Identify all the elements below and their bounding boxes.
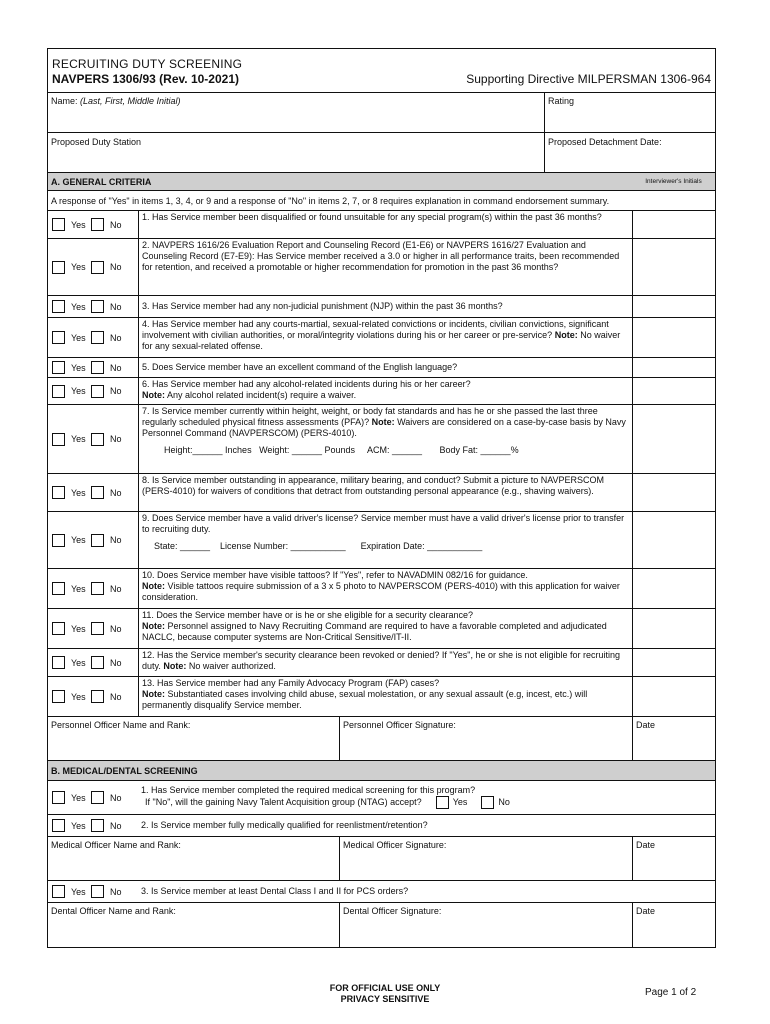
question-row-a5 — [48, 358, 715, 378]
yes-no-group — [48, 296, 138, 317]
personnel-officer-row — [48, 717, 715, 761]
medical-officer-row — [48, 837, 715, 881]
yes-label: Yes — [452, 797, 468, 807]
yes-checkbox[interactable] — [52, 534, 65, 547]
question-row-a10 — [48, 569, 715, 609]
yes-label: Yes — [71, 583, 86, 594]
ntag-no-checkbox[interactable] — [481, 796, 494, 809]
measurement-fields[interactable]: Height:______ Inches Weight: ______ Pounds ACM: ______ Body Fat: ______% — [164, 445, 519, 455]
question-row-a13 — [48, 677, 715, 717]
question-row-b1 — [48, 781, 715, 815]
yes-checkbox[interactable] — [52, 819, 65, 832]
question-text: 3. Has Service member had any non-judicial punishment (NJP) within the past 36 months? — [138, 296, 632, 317]
no-label: No — [110, 820, 122, 831]
yes-checkbox[interactable] — [52, 385, 65, 398]
detachment-date-label: Proposed Detachment Date: — [548, 137, 662, 147]
yes-label: Yes — [71, 623, 86, 634]
initials-field[interactable] — [632, 405, 715, 473]
section-a-header — [48, 173, 715, 191]
no-checkbox[interactable] — [91, 361, 104, 374]
license-fields[interactable]: State: ______ License Number: ___________ Expiration Date: ___________ — [154, 541, 483, 551]
no-checkbox[interactable] — [91, 385, 104, 398]
detachment-date-field[interactable] — [544, 133, 715, 172]
yes-checkbox[interactable] — [52, 218, 65, 231]
no-label: No — [110, 535, 122, 545]
initials-field[interactable] — [632, 296, 715, 317]
question-body: 11. Does the Service member have or is he or she eligible for a security clearance? — [142, 610, 473, 620]
no-checkbox[interactable] — [91, 433, 104, 446]
no-label: No — [110, 386, 122, 396]
no-label: No — [110, 657, 122, 668]
dental-officer-row — [48, 903, 715, 947]
form-title: RECRUITING DUTY SCREENING — [52, 57, 243, 71]
yes-label: Yes — [71, 886, 86, 897]
no-checkbox[interactable] — [91, 622, 104, 635]
question-text — [138, 677, 632, 716]
question-row-a12 — [48, 649, 715, 677]
question-body: 6. Has Service member had any alcohol-related incidents during his or her career? — [142, 379, 471, 389]
interviewer-initials-header: Interviewer's Initials — [645, 178, 702, 185]
no-checkbox[interactable] — [91, 300, 104, 313]
medical-date-field[interactable] — [632, 837, 715, 880]
no-label: No — [110, 362, 122, 373]
yes-no-group — [48, 569, 138, 608]
section-a-title: A. GENERAL CRITERIA — [51, 176, 152, 187]
no-label: No — [110, 623, 122, 634]
initials-field[interactable] — [632, 211, 715, 238]
no-label: No — [110, 583, 122, 594]
rating-label: Rating — [548, 96, 575, 106]
name-hint: (Last, First, Middle Initial) — [80, 96, 181, 106]
dental-officer-signature-field[interactable] — [339, 903, 632, 947]
personnel-officer-signature-field[interactable] — [339, 717, 632, 760]
no-label: No — [110, 792, 122, 803]
recruiting-duty-screening-form — [47, 48, 716, 948]
question-text: 8. Is Service member outstanding in appearance, military bearing, and conduct? Submit a picture to NAVPERSCOM (PERS-4010) for waivers of conditions that detract from outstanding personal appearance (e.g., shaving waivers). — [138, 474, 632, 511]
question-text: 2. Is Service member fully medically qualified for reenlistment/retention? — [141, 820, 428, 830]
question-row-a3 — [48, 296, 715, 318]
note-label: Note: — [142, 390, 165, 400]
question-text — [138, 318, 632, 357]
initials-field[interactable] — [632, 609, 715, 648]
yes-label: Yes — [71, 386, 86, 396]
question-row-a6 — [48, 378, 715, 405]
yes-label: Yes — [71, 219, 86, 230]
question-text — [138, 378, 632, 404]
official-use-label: FOR OFFICIAL USE ONLY — [329, 983, 441, 993]
dental-officer-name-field[interactable] — [48, 903, 339, 947]
note-label: Note: — [142, 689, 165, 699]
yes-label: Yes — [71, 535, 86, 545]
yes-checkbox[interactable] — [52, 582, 65, 595]
yes-label: Yes — [71, 820, 86, 831]
question-subtext: If "No", will the gaining Navy Talent Acquisition group (NTAG) accept? — [145, 797, 422, 807]
section-a-instruction: A response of "Yes" in items 1, 3, 4, or 9 and a response of "No" in items 2, 7, or 8 requires explanation in command endorsement summary. — [48, 191, 715, 211]
no-checkbox[interactable] — [91, 656, 104, 669]
medical-officer-signature-field[interactable] — [339, 837, 632, 880]
yes-no-group — [48, 781, 138, 814]
yes-checkbox[interactable] — [52, 261, 65, 274]
yes-label: Yes — [71, 332, 86, 343]
yes-label: Yes — [71, 792, 86, 803]
personnel-officer-signature-label: Personnel Officer Signature: — [343, 720, 456, 730]
yes-no-group — [48, 211, 138, 238]
no-checkbox[interactable] — [91, 486, 104, 499]
yes-no-group — [48, 239, 138, 295]
question-row-a11 — [48, 609, 715, 649]
yes-label: Yes — [71, 434, 86, 444]
duty-station-field[interactable] — [48, 133, 544, 172]
initials-field[interactable] — [632, 239, 715, 295]
rating-field[interactable] — [544, 93, 715, 132]
note-label: Note: — [142, 621, 165, 631]
yes-checkbox[interactable] — [52, 885, 65, 898]
note-text: Any alcohol related incident(s) require a waiver. — [167, 390, 357, 400]
date-label: Date — [636, 840, 656, 850]
yes-label: Yes — [71, 487, 86, 498]
question-row-a4 — [48, 318, 715, 358]
yes-label: Yes — [71, 262, 86, 272]
yes-checkbox[interactable] — [52, 690, 65, 703]
note-text: No waiver for any sexual-related offense. — [142, 330, 621, 351]
privacy-sensitive-label: PRIVACY SENSITIVE — [340, 994, 430, 1004]
note-text: Waivers are considered on a case-by-case basis by Navy Personnel Command (NAVPERSCOM) (PERS-4010). — [142, 417, 626, 438]
question-body: 1. Has Service member completed the required medical screening for this program? — [141, 785, 476, 795]
no-checkbox[interactable] — [91, 331, 104, 344]
initials-field[interactable] — [632, 569, 715, 608]
no-label: No — [110, 691, 122, 702]
yes-no-group — [48, 609, 138, 648]
question-row-a7 — [48, 405, 715, 474]
date-label: Date — [636, 906, 656, 916]
yes-checkbox[interactable] — [52, 622, 65, 635]
yes-label: Yes — [71, 301, 86, 312]
yes-checkbox[interactable] — [52, 361, 65, 374]
question-text: 5. Does Service member have an excellent command of the English language? — [138, 358, 632, 377]
yes-checkbox[interactable] — [52, 331, 65, 344]
section-b-header — [48, 761, 715, 781]
initials-field[interactable] — [632, 677, 715, 716]
no-label: No — [110, 434, 122, 444]
question-row-b3 — [48, 881, 715, 903]
note-text: Substantiated cases involving child abuse, sexual molestation, or any sexual assault (e.g, incest, etc.) will permanently disqualify Service member. — [142, 689, 588, 710]
personnel-officer-name-field[interactable] — [48, 717, 339, 760]
question-body: 9. Does Service member have a valid driver's license? Service member must have a valid driver's license prior to transfer to recruiting duty. — [142, 513, 625, 534]
note-label: Note: — [163, 661, 187, 671]
ntag-accept-group — [141, 796, 510, 809]
no-checkbox[interactable] — [91, 885, 104, 898]
name-field[interactable] — [48, 93, 544, 132]
dental-officer-signature-label: Dental Officer Signature: — [343, 906, 442, 916]
initials-field[interactable] — [632, 649, 715, 676]
ntag-yes-checkbox[interactable] — [436, 796, 449, 809]
initials-field[interactable] — [632, 512, 715, 568]
no-checkbox[interactable] — [91, 261, 104, 274]
yes-no-group — [48, 649, 138, 676]
question-text — [138, 405, 632, 473]
no-checkbox[interactable] — [91, 791, 104, 804]
yes-no-group — [48, 881, 138, 902]
no-checkbox[interactable] — [91, 582, 104, 595]
question-row-b2 — [48, 815, 715, 837]
question-text: 1. Has Service member been disqualified or found unsuitable for any special program(s) within the past 36 months? — [138, 211, 632, 238]
question-body: 4. Has Service member had any courts-martial, sexual-related convictions or incidents, civilian convictions, significant involvement with civilian authorities, or moral/integrity violations during his or her career or pre-service? — [142, 319, 609, 340]
personnel-date-field[interactable] — [632, 717, 715, 760]
question-text — [138, 569, 632, 608]
question-body: 12. Has the Service member's security clearance been revoked or denied? If "Yes", he or she is not eligible for recruiting duty. — [142, 650, 621, 671]
no-label: No — [110, 487, 122, 498]
note-label: Note: — [371, 417, 395, 427]
question-text — [138, 781, 715, 814]
question-row-a1 — [48, 211, 715, 239]
medical-officer-name-field[interactable] — [48, 837, 339, 880]
question-body: 7. Is Service member currently within height, weight, or body fat standards and has he or she passed the last three regularly scheduled physical fitness assessments (PFA)? — [142, 406, 598, 427]
dental-officer-name-label: Dental Officer Name and Rank: — [51, 906, 176, 916]
yes-label: Yes — [71, 657, 86, 668]
yes-no-group — [48, 512, 138, 568]
question-text: 3. Is Service member at least Dental Class I and II for PCS orders? — [141, 886, 409, 896]
question-text: 2. NAVPERS 1616/26 Evaluation Report and Counseling Record (E1-E6) or NAVPERS 1616/27 Evaluation and Counseling Record (E7-E9): Has Service member received a 3.0 or higher in all performance traits, been recommended for retention, and received a promotable or higher recommendation for promotion in the past 36 months? — [138, 239, 632, 295]
medical-officer-signature-label: Medical Officer Signature: — [343, 840, 447, 850]
form-header — [48, 49, 715, 93]
yes-no-group — [48, 318, 138, 357]
initials-field[interactable] — [632, 474, 715, 511]
duty-station-row — [48, 133, 715, 173]
name-label: Name: — [51, 96, 78, 106]
note-text: Personnel assigned to Navy Recruiting Command are required to have a favorable completed and adjudicated NACLC, because computer systems are Non-Critical Sensitive/IT-II. — [142, 621, 607, 642]
section-b-title: B. MEDICAL/DENTAL SCREENING — [51, 765, 198, 776]
no-checkbox[interactable] — [91, 819, 104, 832]
yes-checkbox[interactable] — [52, 433, 65, 446]
yes-checkbox[interactable] — [52, 656, 65, 669]
yes-checkbox[interactable] — [52, 300, 65, 313]
yes-checkbox[interactable] — [52, 791, 65, 804]
yes-no-group — [48, 405, 138, 473]
yes-no-group — [48, 358, 138, 377]
yes-no-group — [48, 378, 138, 404]
no-label: No — [110, 301, 122, 312]
no-checkbox[interactable] — [91, 690, 104, 703]
no-label: No — [110, 262, 122, 272]
form-number: NAVPERS 1306/93 (Rev. 10-2021) — [52, 72, 239, 86]
question-text — [138, 649, 632, 676]
yes-no-group — [48, 677, 138, 716]
question-row-a2 — [48, 239, 715, 296]
note-text: Visible tattoos require submission of a 3 x 5 photo to NAVPERSCOM (PERS-4010) with this application for waiver consideration. — [142, 581, 620, 602]
no-checkbox[interactable] — [91, 534, 104, 547]
note-label: Note: — [142, 581, 165, 591]
question-row-a8 — [48, 474, 715, 512]
question-row-a9 — [48, 512, 715, 569]
initials-field[interactable] — [632, 378, 715, 404]
name-rating-row — [48, 93, 715, 133]
date-label: Date — [636, 720, 656, 730]
yes-label: Yes — [71, 362, 86, 373]
no-label: No — [110, 886, 122, 897]
medical-officer-name-label: Medical Officer Name and Rank: — [51, 840, 181, 850]
initials-field[interactable] — [632, 318, 715, 357]
supporting-directive: Supporting Directive MILPERSMAN 1306-964 — [466, 72, 711, 86]
yes-no-group — [48, 815, 138, 836]
question-text — [138, 512, 632, 568]
yes-checkbox[interactable] — [52, 486, 65, 499]
page-number: Page 1 of 2 — [645, 987, 697, 998]
question-body: 13. Has Service member had any Family Advocacy Program (FAP) cases? — [142, 678, 440, 688]
personnel-officer-name-label: Personnel Officer Name and Rank: — [51, 720, 191, 730]
no-label: No — [498, 797, 510, 807]
no-label: No — [110, 332, 122, 343]
note-label: Note: — [554, 330, 578, 340]
initials-field[interactable] — [632, 358, 715, 377]
no-checkbox[interactable] — [91, 218, 104, 231]
note-text: No waiver authorized. — [188, 661, 276, 671]
no-label: No — [110, 219, 122, 230]
yes-no-group — [48, 474, 138, 511]
duty-station-label: Proposed Duty Station — [51, 137, 142, 147]
question-body: 10. Does Service member have visible tattoos? If "Yes", refer to NAVADMIN 082/16 for guidance. — [142, 570, 528, 580]
yes-label: Yes — [71, 691, 86, 702]
question-text — [138, 609, 632, 648]
dental-date-field[interactable] — [632, 903, 715, 947]
